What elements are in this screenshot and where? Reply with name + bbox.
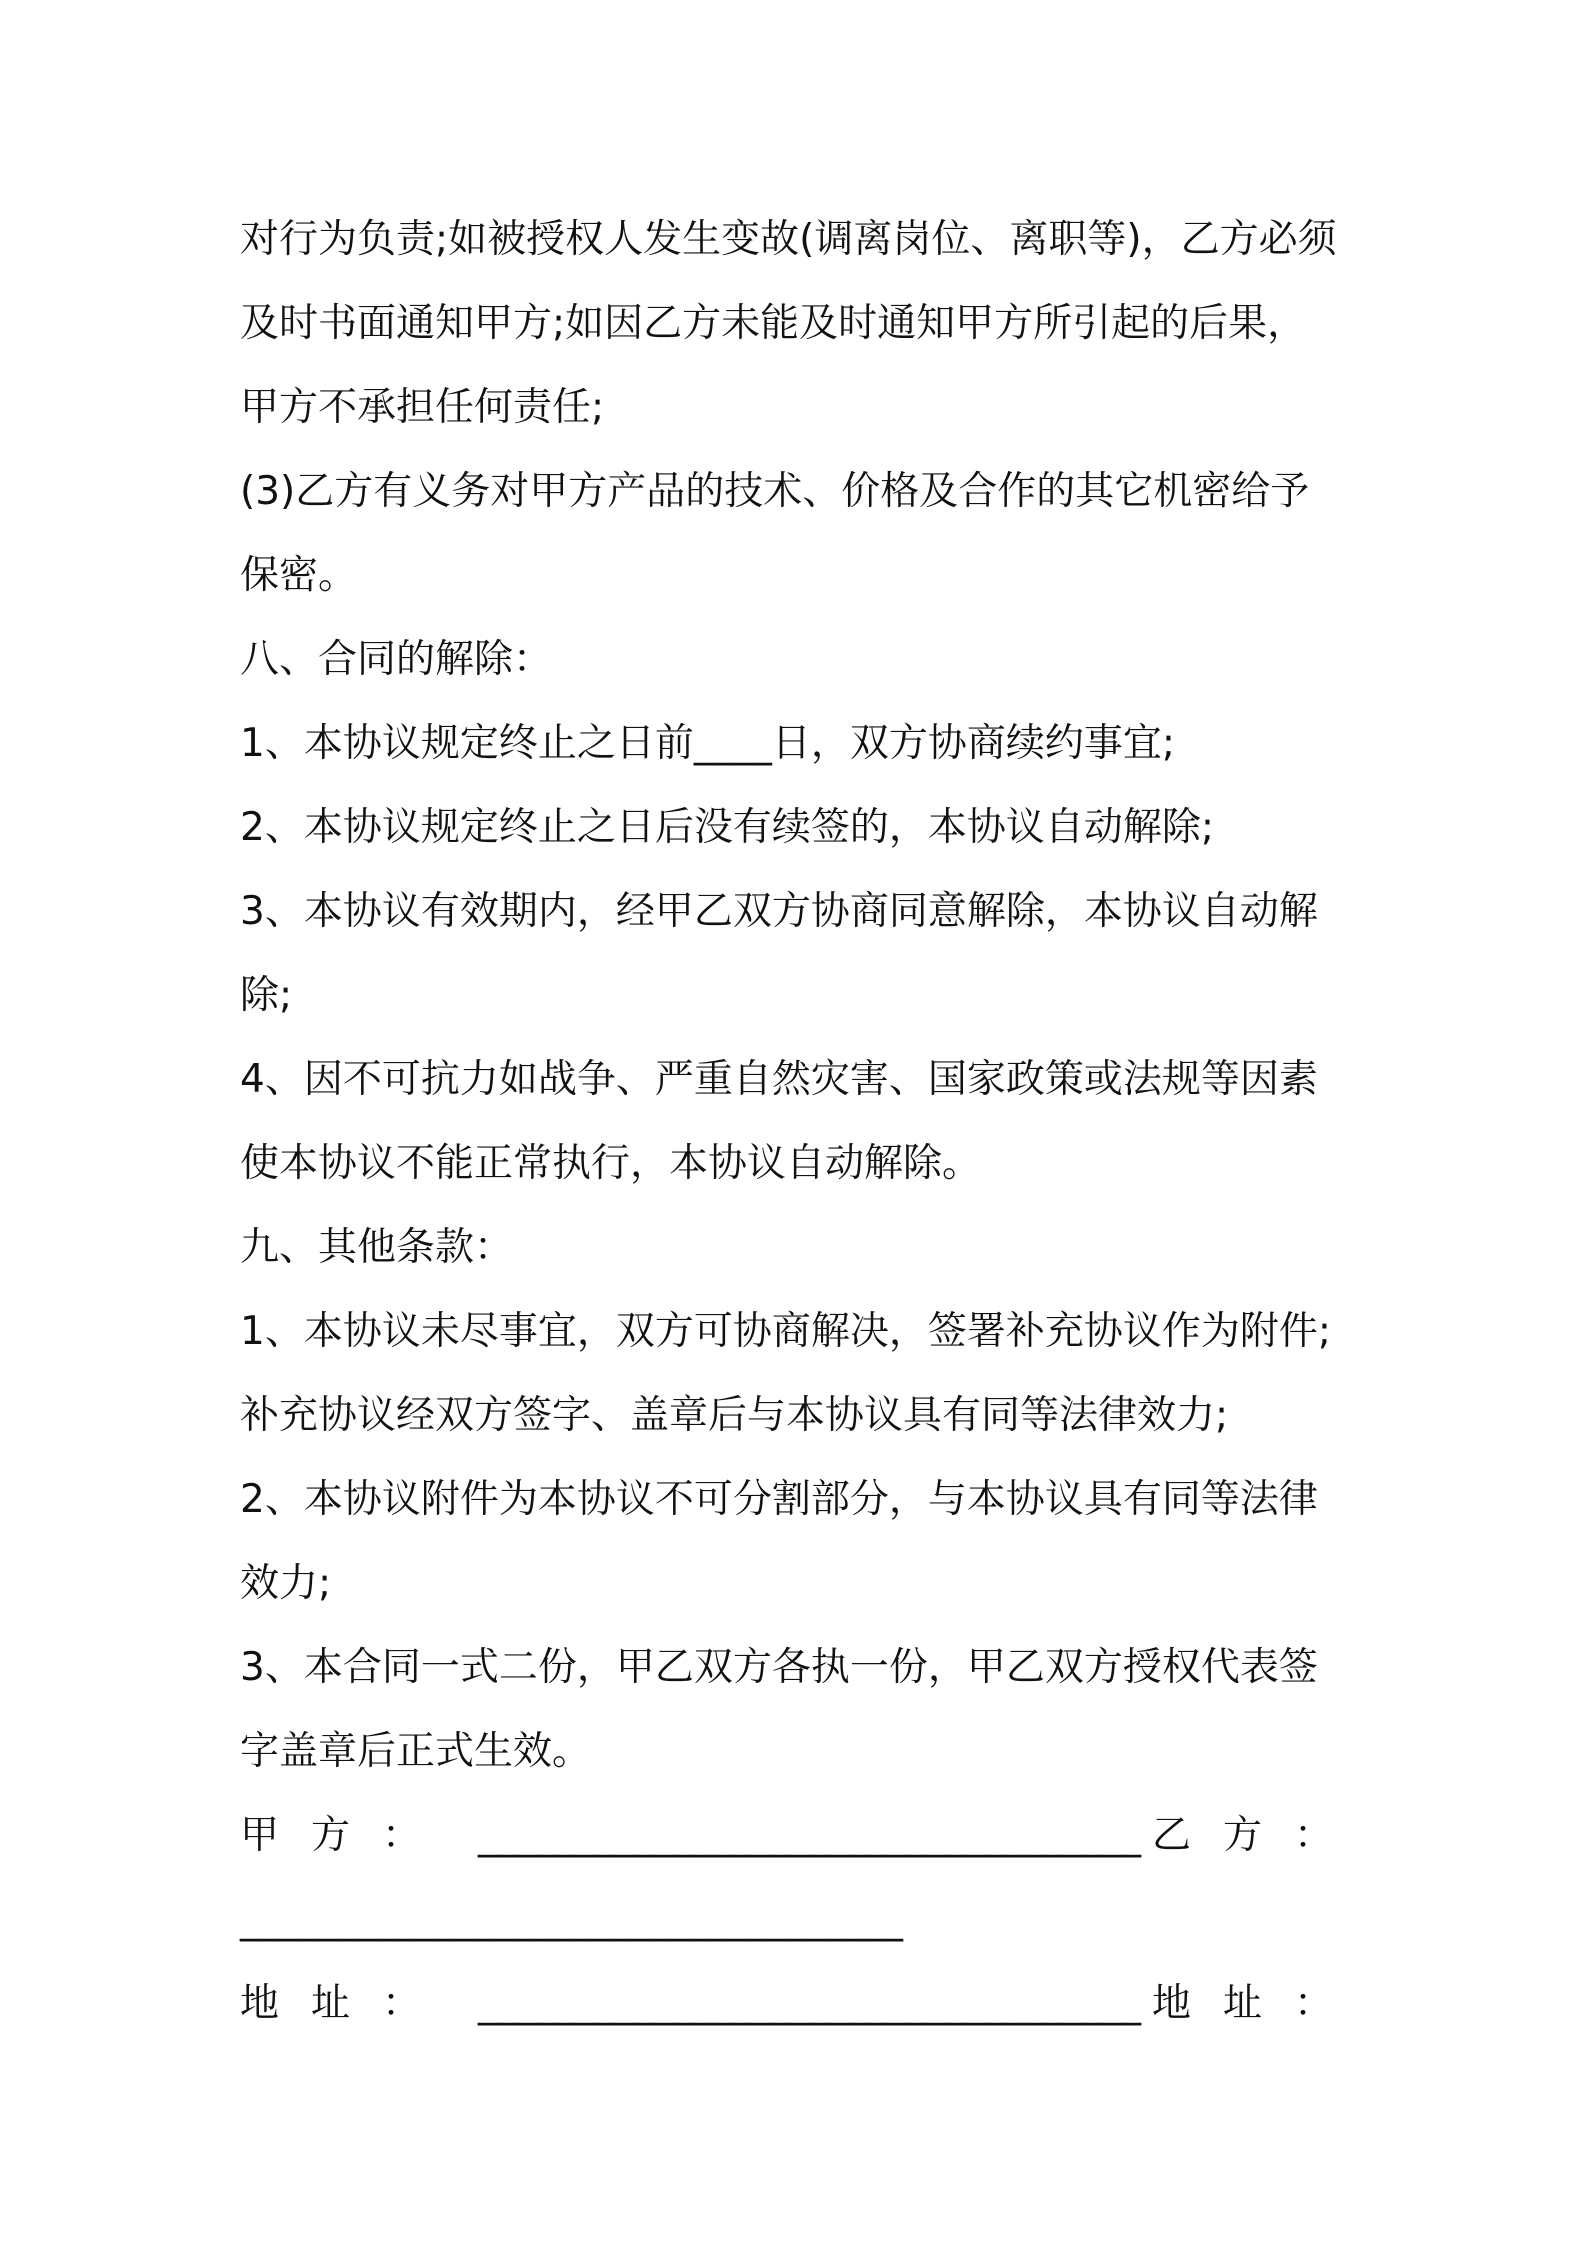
party-b-label: 乙方：	[1152, 1813, 1366, 1858]
clause-line: 1、本协议未尽事宜，双方可协商解决，签署补充协议作为附件;	[240, 1309, 1331, 1354]
paragraph-line: (3)乙方有义务对甲方产品的技术、价格及合作的其它机密给予	[240, 469, 1310, 514]
section-heading-termination: 八、合同的解除：	[240, 637, 553, 682]
clause-line: 2、本协议附件为本协议不可分割部分，与本协议具有同等法律	[240, 1477, 1318, 1522]
address-b-label: 地址：	[1152, 1981, 1366, 2026]
party-b-blank: __________________________________	[240, 1897, 903, 1942]
contract-body	[240, 198, 1366, 2046]
clause-line: 1、本协议规定终止之日前____日，双方协商续约事宜;	[240, 721, 1175, 766]
party-signature-row	[240, 1794, 1366, 1878]
address-row	[240, 1962, 1366, 2046]
party-a-blank: __________________________________	[478, 1813, 1141, 1858]
paragraph-line: 及时书面通知甲方;如因乙方未能及时通知甲方所引起的后果，	[240, 301, 1307, 346]
clause-line: 使本协议不能正常执行，本协议自动解除。	[240, 1141, 982, 1186]
paragraph-line: 对行为负责;如被授权人发生变故(调离岗位、离职等)，乙方必须	[240, 217, 1337, 262]
paragraph-line: 保密。	[240, 553, 358, 598]
address-a-blank: __________________________________	[478, 1981, 1141, 2026]
clause-line: 补充协议经双方签字、盖章后与本协议具有同等法律效力;	[240, 1393, 1229, 1438]
clause-line: 4、因不可抗力如战争、严重自然灾害、国家政策或法规等因素	[240, 1057, 1318, 1102]
clause-line: 2、本协议规定终止之日后没有续签的，本协议自动解除;	[240, 805, 1214, 850]
clause-line: 字盖章后正式生效。	[240, 1729, 592, 1774]
party-a-label: 甲方：	[240, 1813, 454, 1858]
section-heading-other-terms: 九、其他条款：	[240, 1225, 514, 1270]
clause-line: 3、本协议有效期内，经甲乙双方协商同意解除，本协议自动解	[240, 889, 1318, 934]
clause-line: 除;	[240, 973, 293, 1018]
clause-line: 3、本合同一式二份，甲乙双方各执一份，甲乙双方授权代表签	[240, 1645, 1318, 1690]
address-a-label: 地址：	[240, 1981, 454, 2026]
clause-line: 效力;	[240, 1561, 332, 1606]
paragraph-line: 甲方不承担任何责任;	[240, 385, 605, 430]
